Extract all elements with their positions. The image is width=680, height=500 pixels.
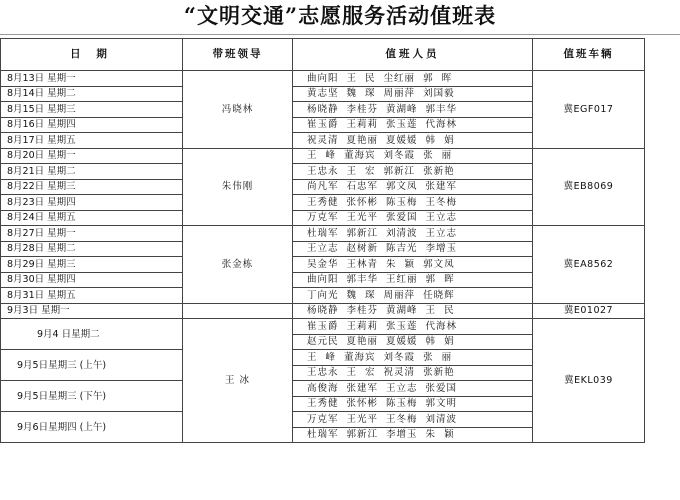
date: 8月20日 xyxy=(7,150,45,162)
weekday: 星期一 xyxy=(41,305,70,317)
header-staff: 值班人员 xyxy=(293,39,533,71)
staff-cell: 曲向阳 郭丰华 王红丽 郭 晖 xyxy=(293,272,533,288)
table-row xyxy=(1,319,645,335)
header-date: 日 期 xyxy=(1,39,183,71)
staff-cell: 万克军 王光平 王冬梅 刘清波 xyxy=(293,412,533,428)
date: 8月21日 xyxy=(7,165,45,177)
staff-cell: 万克军 王光平 张爱国 王立志 xyxy=(293,210,533,226)
weekday: 星期四 xyxy=(47,196,76,208)
vehicle-cell: 冀EGF017 xyxy=(533,71,645,149)
vehicle-cell: 冀EB8069 xyxy=(533,148,645,226)
page-title: “文明交通”志愿服务活动值班表 xyxy=(183,3,497,28)
staff-cell: 王秀健 张怀彬 陈玉梅 郭文明 xyxy=(293,396,533,412)
date: 8月13日 xyxy=(7,72,45,84)
date: 8月30日 xyxy=(7,274,45,286)
weekday: 星期五 xyxy=(47,212,76,224)
weekday: 星期一 xyxy=(47,72,76,84)
date-cell xyxy=(1,272,183,288)
date: 8月17日 xyxy=(7,134,45,146)
weekday: 星期二 xyxy=(47,243,76,255)
leader-cell: 王 冰 xyxy=(183,319,293,443)
staff-cell: 丁向光 魏 琛 周丽萍 任晓辉 xyxy=(293,288,533,304)
weekday: 星期五 xyxy=(47,134,76,146)
staff-cell: 王 峰 董海宾 刘冬霞 张 丽 xyxy=(293,148,533,164)
staff-cell: 王秀健 张怀彬 陈玉梅 王冬梅 xyxy=(293,195,533,211)
staff-cell: 崔玉爵 王莉莉 张玉莲 代海林 xyxy=(293,319,533,335)
date: 8月24日 xyxy=(7,212,45,224)
date-cell xyxy=(1,86,183,102)
staff-cell: 赵元民 夏艳丽 夏媛媛 韩 娟 xyxy=(293,334,533,350)
table-row xyxy=(1,148,645,164)
leader-cell: 朱伟刚 xyxy=(183,148,293,226)
date: 8月15日 xyxy=(7,103,45,115)
staff-cell: 王忠永 王 宏 祝灵清 张新艳 xyxy=(293,365,533,381)
vehicle-cell: 冀EA8562 xyxy=(533,226,645,304)
weekday: 星期二 xyxy=(47,165,76,177)
date-cell xyxy=(1,257,183,273)
weekday: 星期三 xyxy=(47,258,76,270)
staff-cell: 王立志 赵树新 陈吉光 李增玉 xyxy=(293,241,533,257)
staff-cell: 王 峰 董海宾 刘冬霞 张 丽 xyxy=(293,350,533,366)
leader-cell-empty xyxy=(183,303,293,319)
date-cell: 9月5日星期三 (上午) xyxy=(1,350,183,381)
staff-cell: 曲向阳 王 民 尘红丽 郭 晖 xyxy=(293,71,533,87)
staff-cell: 杨晓静 李桂芬 黄湖峰 王 民 xyxy=(293,303,533,319)
staff-cell: 尚凡军 石忠军 郭文凤 张建军 xyxy=(293,179,533,195)
leader-cell: 冯晓林 xyxy=(183,71,293,149)
date: 8月22日 xyxy=(7,181,45,193)
header-vehicle: 值班车辆 xyxy=(533,39,645,71)
date-cell xyxy=(1,210,183,226)
weekday: 星期三 xyxy=(47,103,76,115)
date-cell xyxy=(1,117,183,133)
date: 8月31日 xyxy=(7,289,45,301)
header-leader: 带班领导 xyxy=(183,39,293,71)
date: 8月23日 xyxy=(7,196,45,208)
staff-cell: 黄志坚 魏 琛 周丽萍 刘国毅 xyxy=(293,86,533,102)
weekday: 星期五 xyxy=(47,289,76,301)
date: 8月16日 xyxy=(7,119,45,131)
date-cell xyxy=(1,288,183,304)
date-cell xyxy=(1,102,183,118)
date-cell xyxy=(1,148,183,164)
staff-cell: 杜瑞军 郭新江 刘清波 王立志 xyxy=(293,226,533,242)
date-cell xyxy=(1,133,183,149)
header-row xyxy=(1,39,645,71)
date: 8月27日 xyxy=(7,227,45,239)
weekday: 星期四 xyxy=(47,274,76,286)
table-row xyxy=(1,303,645,319)
date: 8月29日 xyxy=(7,258,45,270)
date-cell xyxy=(1,179,183,195)
vehicle-cell: 冀EKL039 xyxy=(533,319,645,443)
table-row xyxy=(1,226,645,242)
leader-cell: 张金栋 xyxy=(183,226,293,304)
weekday: 星期三 xyxy=(47,181,76,193)
date-cell xyxy=(1,241,183,257)
vehicle-cell: 冀E01027 xyxy=(533,303,645,319)
top-divider xyxy=(0,34,680,35)
date-cell: 9月4 日星期二 xyxy=(1,319,183,350)
staff-cell: 杨晓静 李桂芬 黄湖峰 郭丰华 xyxy=(293,102,533,118)
weekday: 星期一 xyxy=(47,150,76,162)
date: 8月14日 xyxy=(7,88,45,100)
weekday: 星期二 xyxy=(47,88,76,100)
staff-cell: 杜瑞军 郭新江 李增玉 朱 颖 xyxy=(293,427,533,443)
date-cell xyxy=(1,71,183,87)
date-cell xyxy=(1,164,183,180)
date-cell xyxy=(1,303,183,319)
date-cell xyxy=(1,226,183,242)
staff-cell: 祝灵清 夏艳丽 夏媛媛 韩 娟 xyxy=(293,133,533,149)
table-row xyxy=(1,71,645,87)
staff-cell: 高俊海 张建军 王立志 张爱国 xyxy=(293,381,533,397)
date-cell: 9月6日星期四 (上午) xyxy=(1,412,183,443)
staff-cell: 王忠永 王 宏 郭新江 张新艳 xyxy=(293,164,533,180)
duty-roster xyxy=(0,38,645,443)
staff-cell: 崔玉爵 王莉莉 张玉莲 代海林 xyxy=(293,117,533,133)
duty-table xyxy=(0,38,645,443)
date: 9月3日 xyxy=(7,305,39,317)
staff-cell: 吴金华 王林青 朱 颖 郭文凤 xyxy=(293,257,533,273)
date-cell xyxy=(1,195,183,211)
weekday: 星期一 xyxy=(47,227,76,239)
weekday: 星期四 xyxy=(47,119,76,131)
date: 8月28日 xyxy=(7,243,45,255)
date-cell: 9月5日星期三 (下午) xyxy=(1,381,183,412)
